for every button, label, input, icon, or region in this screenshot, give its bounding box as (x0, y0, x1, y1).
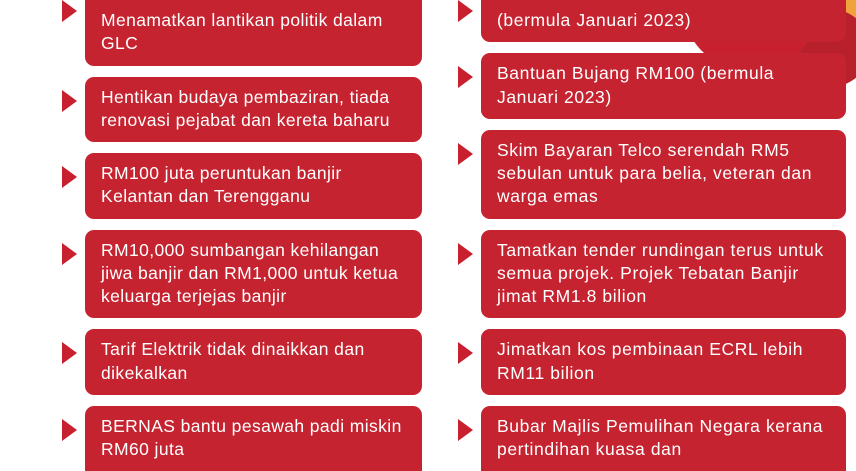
list-item (458, 230, 846, 319)
arrow-icon (458, 342, 473, 364)
arrow-icon (62, 166, 77, 188)
list-item-text: Tamatkan tender rundingan terus untuk semua projek. Projek Tebatan Banjir jimat RM1.8 bilion (481, 230, 846, 319)
list-item (62, 0, 422, 66)
arrow-icon (62, 342, 77, 364)
list-item (62, 153, 422, 219)
arrow-icon (458, 419, 473, 441)
list-item-text: Tarif Elektrik tidak dinaikkan dan dikekalkan (85, 329, 422, 395)
left-column (0, 0, 430, 460)
list-item-text: Hentikan budaya pembaziran, tiada renovasi pejabat dan kereta baharu (85, 77, 422, 143)
list-item-text: (bermula Januari 2023) (481, 0, 846, 42)
list-item-text: RM100 juta peruntukan banjir Kelantan dan Terengganu (85, 153, 422, 219)
list-item-text: Menamatkan lantikan politik dalam GLC (85, 0, 422, 66)
list-item (458, 329, 846, 395)
list-item-text: RM10,000 sumbangan kehilangan jiwa banjir dan RM1,000 untuk ketua keluarga terjejas banjir (85, 230, 422, 319)
list-item-text: Skim Bayaran Telco serendah RM5 sebulan untuk para belia, veteran dan warga emas (481, 130, 846, 219)
arrow-icon (458, 0, 473, 22)
list-item (62, 406, 422, 471)
arrow-icon (458, 66, 473, 88)
list-item (458, 130, 846, 219)
arrow-icon (62, 419, 77, 441)
right-column (430, 0, 856, 460)
arrow-icon (458, 143, 473, 165)
list-item-text: Bantuan Bujang RM100 (bermula Januari 2023) (481, 53, 846, 119)
list-item (62, 230, 422, 319)
list-item (62, 329, 422, 395)
list-item (458, 53, 846, 119)
list-item (458, 406, 846, 471)
list-item-text: Jimatkan kos pembinaan ECRL lebih RM11 bilion (481, 329, 846, 395)
list-item (62, 77, 422, 143)
arrow-icon (62, 243, 77, 265)
list-item (458, 0, 846, 42)
list-item-text: Bubar Majlis Pemulihan Negara kerana pertindihan kuasa dan (481, 406, 846, 471)
arrow-icon (62, 90, 77, 112)
list-item-text: BERNAS bantu pesawah padi miskin RM60 juta (85, 406, 422, 471)
arrow-icon (458, 243, 473, 265)
arrow-icon (62, 0, 77, 22)
